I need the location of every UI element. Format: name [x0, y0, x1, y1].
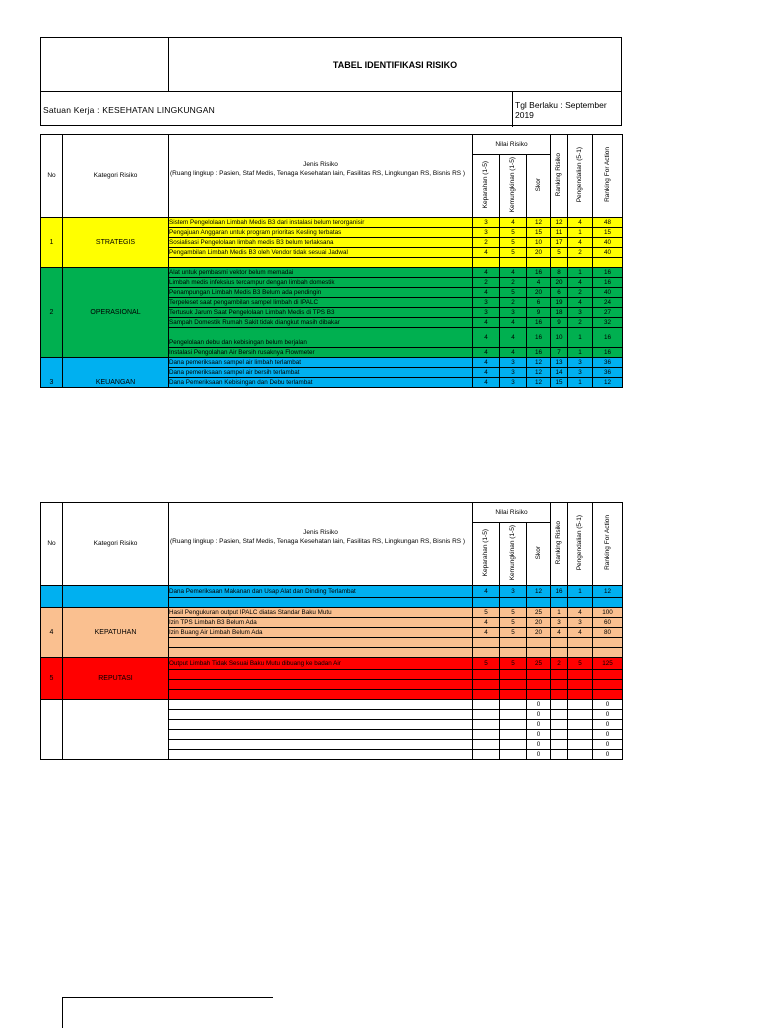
cell-action: 32: [593, 318, 623, 328]
cell-kem: 4: [500, 318, 527, 328]
cell-skor: 15: [527, 228, 551, 238]
cell-skor: 20: [527, 288, 551, 298]
cell-action: [593, 690, 623, 700]
cell-jenis: [169, 648, 473, 658]
cell-peng: [568, 720, 593, 730]
cell-kem: [500, 638, 527, 648]
cell-skor: 9: [527, 308, 551, 318]
cell-skor: 20: [527, 248, 551, 258]
cell-peng: 4: [568, 278, 593, 288]
cell-action: 40: [593, 248, 623, 258]
header-jenis: [169, 135, 473, 218]
table-row: [41, 658, 623, 670]
cell-kategori: [63, 586, 169, 608]
cell-rank: [551, 258, 568, 268]
cell-peng: 3: [568, 618, 593, 628]
cell-action: [593, 598, 623, 608]
cell-peng: 4: [568, 298, 593, 308]
cell-skor: 0: [527, 720, 551, 730]
table-row: [41, 358, 623, 368]
table-row: [41, 700, 623, 710]
cell-action: 60: [593, 618, 623, 628]
risk-table-2: [40, 502, 623, 760]
cell-skor: 12: [527, 218, 551, 228]
cell-action: 15: [593, 228, 623, 238]
cell-rank: 3: [551, 618, 568, 628]
cell-rank: [551, 730, 568, 740]
cell-jenis: [169, 638, 473, 648]
cell-jenis: [169, 670, 473, 680]
header-kemungkinan: Kemungkinan (1-5): [500, 523, 527, 586]
header-no: No: [41, 135, 63, 218]
cell-kep: 3: [473, 298, 500, 308]
cell-jenis: [169, 598, 473, 608]
cell-skor: [527, 648, 551, 658]
cell-jenis: Pengajuan Anggaran untuk program prioritas Kesling terbatas: [169, 228, 473, 238]
cell-jenis: Izin Buang Air Limbah Belum Ada: [169, 628, 473, 638]
cell-kem: 5: [500, 288, 527, 298]
cell-skor: 0: [527, 740, 551, 750]
cell-kep: [473, 730, 500, 740]
cell-rank: 19: [551, 298, 568, 308]
cell-skor: 0: [527, 710, 551, 720]
cell-action: 0: [593, 720, 623, 730]
cell-rank: 5: [551, 248, 568, 258]
cell-rank: [551, 670, 568, 680]
cell-kep: [473, 670, 500, 680]
cell-rank: [551, 680, 568, 690]
cell-skor: [527, 670, 551, 680]
cell-action: 0: [593, 730, 623, 740]
cell-rank: 8: [551, 268, 568, 278]
cell-kem: 5: [500, 628, 527, 638]
header-keparahan: Keparahan (1-5): [473, 523, 500, 586]
cell-kem: [500, 690, 527, 700]
cell-peng: 4: [568, 238, 593, 248]
cell-action: 16: [593, 278, 623, 288]
cell-jenis: [169, 700, 473, 710]
satuan-kerja: Satuan Kerja : KESEHATAN LINGKUNGAN: [43, 104, 216, 115]
cell-rank: 16: [551, 586, 568, 598]
cell-rank: 17: [551, 238, 568, 248]
cell-jenis: [169, 710, 473, 720]
cell-peng: 3: [568, 358, 593, 368]
cell-kep: 5: [473, 658, 500, 670]
risk-table-1: [40, 134, 623, 388]
cell-rank: [551, 598, 568, 608]
header-jenis: [169, 503, 473, 586]
cell-kem: [500, 648, 527, 658]
header-jenis-sub: (Ruang lingkup : Pasien, Staf Medis, Tenaga Kesehatan lain, Fasilitas RS, Lingkungan RS, Bisnis RS ): [170, 538, 466, 545]
cell-peng: [568, 258, 593, 268]
cell-peng: [568, 710, 593, 720]
cell-kem: 5: [500, 248, 527, 258]
header-skor: Skor: [527, 523, 551, 586]
cell-kep: [473, 710, 500, 720]
cell-jenis: Output Limbah Tidak Sesuai Baku Mutu dibuang ke badan Air: [169, 658, 473, 670]
cell-action: 0: [593, 750, 623, 760]
cell-rank: [551, 750, 568, 760]
cell-peng: 1: [568, 268, 593, 278]
cell-peng: 1: [568, 348, 593, 358]
cell-kep: 4: [473, 288, 500, 298]
cell-peng: 3: [568, 308, 593, 318]
cell-action: 24: [593, 298, 623, 308]
cell-rank: 15: [551, 378, 568, 388]
cell-skor: [527, 258, 551, 268]
cell-kep: 2: [473, 278, 500, 288]
cell-jenis: [169, 730, 473, 740]
cell-rank: 18: [551, 308, 568, 318]
cell-skor: 10: [527, 238, 551, 248]
cell-kem: [500, 740, 527, 750]
cell-kem: 2: [500, 298, 527, 308]
cell-kep: 4: [473, 318, 500, 328]
cell-kep: 4: [473, 248, 500, 258]
cell-kem: 5: [500, 238, 527, 248]
cell-peng: [568, 730, 593, 740]
cell-jenis: Dana Pemeriksaan Makanan dan Usap Alat dan Dinding Terlambat: [169, 586, 473, 598]
cell-action: [593, 258, 623, 268]
cell-action: [593, 680, 623, 690]
cell-kep: [473, 720, 500, 730]
cell-jenis: Terpeleset saat pengambilan sampel limbah di IPALC: [169, 298, 473, 308]
cell-kep: 4: [473, 586, 500, 598]
cell-rank: 9: [551, 318, 568, 328]
cell-kategori: OPERASIONAL: [63, 268, 169, 358]
cell-skor: 0: [527, 730, 551, 740]
cell-skor: 25: [527, 608, 551, 618]
cell-kem: 3: [500, 358, 527, 368]
cell-rank: 1: [551, 608, 568, 618]
cell-no: [41, 586, 63, 608]
cell-kem: 4: [500, 328, 527, 348]
cell-skor: [527, 690, 551, 700]
cell-peng: [568, 638, 593, 648]
cell-jenis: [169, 740, 473, 750]
cell-rank: [551, 710, 568, 720]
cell-jenis: Tertusuk Jarum Saat Pengelolaan Limbah Medis di TPS B3: [169, 308, 473, 318]
cell-rank: [551, 740, 568, 750]
cell-kep: 4: [473, 378, 500, 388]
header-nilai: Nilai Risiko: [473, 503, 551, 523]
cell-kep: 3: [473, 228, 500, 238]
cell-kem: [500, 750, 527, 760]
cell-kem: 3: [500, 308, 527, 318]
table-row: [41, 268, 623, 278]
header-kemungkinan: Kemungkinan (1-5): [500, 155, 527, 218]
cell-skor: 16: [527, 328, 551, 348]
header-jenis-title: Jenis Risiko: [303, 161, 338, 168]
table-row: [41, 608, 623, 618]
document-title: TABEL IDENTIFIKASI RISIKO: [169, 38, 621, 92]
cell-peng: [568, 740, 593, 750]
cell-action: 125: [593, 658, 623, 670]
cell-peng: 2: [568, 318, 593, 328]
cell-kem: [500, 720, 527, 730]
header-jenis-title: Jenis Risiko: [303, 529, 338, 536]
cell-kep: [473, 750, 500, 760]
cell-action: 0: [593, 700, 623, 710]
cell-skor: 6: [527, 298, 551, 308]
cell-kategori: REPUTASI: [63, 658, 169, 700]
cell-kem: 5: [500, 228, 527, 238]
cell-rank: 11: [551, 228, 568, 238]
cell-kem: [500, 730, 527, 740]
cell-action: 12: [593, 378, 623, 388]
cell-skor: 4: [527, 278, 551, 288]
cell-kep: 4: [473, 628, 500, 638]
cell-skor: 12: [527, 358, 551, 368]
cell-kep: 4: [473, 328, 500, 348]
cell-peng: [568, 700, 593, 710]
cell-kem: 5: [500, 618, 527, 628]
cell-jenis: Sampah Domestik Rumah Sakit tidak diangkut masih dibakar: [169, 318, 473, 328]
cell-skor: 16: [527, 268, 551, 278]
cell-rank: 20: [551, 278, 568, 288]
header-pengendalian: Pengendalian (5-1): [568, 503, 593, 586]
cell-rank: [551, 638, 568, 648]
cell-rank: [551, 648, 568, 658]
cell-action: 16: [593, 328, 623, 348]
cell-kep: 3: [473, 218, 500, 228]
cell-rank: 12: [551, 218, 568, 228]
cell-kem: 3: [500, 586, 527, 598]
cell-kem: [500, 680, 527, 690]
cell-kep: 3: [473, 308, 500, 318]
cell-rank: 4: [551, 628, 568, 638]
cell-jenis: Pengambilan Limbah Medis B3 oleh Vendor tidak sesuai Jadwal: [169, 248, 473, 258]
cell-kategori: STRATEGIS: [63, 218, 169, 268]
cell-kem: [500, 710, 527, 720]
cell-kep: [473, 258, 500, 268]
document-header: [40, 37, 622, 126]
cell-kategori: KEUANGAN: [63, 358, 169, 388]
cell-jenis: [169, 258, 473, 268]
cell-jenis: Instalasi Pengolahan Air Bersih rusaknya Flowmeter: [169, 348, 473, 358]
cell-kep: 4: [473, 368, 500, 378]
cell-peng: [568, 648, 593, 658]
cell-peng: 2: [568, 248, 593, 258]
cell-rank: [551, 720, 568, 730]
table-row: [41, 586, 623, 598]
cell-action: [593, 648, 623, 658]
cell-kep: [473, 690, 500, 700]
cell-jenis: Dana pemeriksaan sampel air limbah terlambat: [169, 358, 473, 368]
header-ranking-action: Ranking For Action: [593, 503, 623, 586]
header-keparahan: Keparahan (1-5): [473, 155, 500, 218]
cell-peng: [568, 750, 593, 760]
cell-skor: 0: [527, 700, 551, 710]
cell-action: [593, 670, 623, 680]
cell-action: 40: [593, 288, 623, 298]
table-row: [41, 218, 623, 228]
cell-skor: [527, 598, 551, 608]
cell-jenis: [169, 680, 473, 690]
cell-peng: [568, 680, 593, 690]
logo-area: [41, 38, 169, 92]
header-ranking: Ranking Risiko: [551, 135, 568, 218]
cell-action: 36: [593, 358, 623, 368]
header-ranking-action: Ranking For Action: [593, 135, 623, 218]
header-jenis-sub: (Ruang lingkup : Pasien, Staf Medis, Tenaga Kesehatan lain, Fasilitas RS, Lingkungan RS, Bisnis RS ): [170, 170, 466, 177]
cell-skor: [527, 638, 551, 648]
cell-kem: [500, 258, 527, 268]
cell-kem: 4: [500, 348, 527, 358]
cell-peng: 1: [568, 228, 593, 238]
cell-peng: 1: [568, 378, 593, 388]
cell-kep: 4: [473, 348, 500, 358]
cell-kem: [500, 598, 527, 608]
cell-peng: 4: [568, 628, 593, 638]
header-kategori: Kategori Risiko: [63, 135, 169, 218]
cell-jenis: Dana Pemeriksaan Kebisingan dan Debu terlambat: [169, 378, 473, 388]
header-ranking: Ranking Risiko: [551, 503, 568, 586]
cell-no: 4: [41, 608, 63, 658]
cell-kem: [500, 670, 527, 680]
cell-jenis: Alat untuk pembasmi vektor belum memadai: [169, 268, 473, 278]
cell-jenis: Pengelolaan debu dan kebisingan belum berjalan: [169, 328, 473, 348]
header-no: No: [41, 503, 63, 586]
header-nilai: Nilai Risiko: [473, 135, 551, 155]
cell-rank: 2: [551, 658, 568, 670]
cell-rank: [551, 690, 568, 700]
cell-peng: [568, 670, 593, 680]
tgl-berlaku: Tgl Berlaku : September 2019: [512, 92, 621, 127]
cell-kep: 5: [473, 608, 500, 618]
cell-rank: 10: [551, 328, 568, 348]
cell-rank: 14: [551, 368, 568, 378]
cell-action: [593, 638, 623, 648]
cell-kep: 4: [473, 618, 500, 628]
cell-peng: 4: [568, 608, 593, 618]
cell-jenis: Izin TPS Limbah B3 Belum Ada: [169, 618, 473, 628]
cell-peng: [568, 690, 593, 700]
cell-kep: [473, 680, 500, 690]
cell-action: 80: [593, 628, 623, 638]
cell-skor: 0: [527, 750, 551, 760]
cell-kep: 2: [473, 238, 500, 248]
cell-action: 16: [593, 268, 623, 278]
cell-skor: 16: [527, 318, 551, 328]
cell-action: 100: [593, 608, 623, 618]
cell-kategori: KEPATUHAN: [63, 608, 169, 658]
cell-skor: 20: [527, 628, 551, 638]
cell-action: 0: [593, 710, 623, 720]
cell-kem: 5: [500, 658, 527, 670]
cell-rank: 7: [551, 348, 568, 358]
cell-kep: [473, 740, 500, 750]
cell-rank: 13: [551, 358, 568, 368]
header-kategori: Kategori Risiko: [63, 503, 169, 586]
cell-kem: [500, 700, 527, 710]
cell-action: 36: [593, 368, 623, 378]
cell-rank: 6: [551, 288, 568, 298]
cell-rank: [551, 700, 568, 710]
cell-action: 0: [593, 740, 623, 750]
cell-jenis: Sosialisasi Pengelolaan limbah medis B3 belum terlaksana: [169, 238, 473, 248]
cell-peng: 2: [568, 288, 593, 298]
cell-peng: 1: [568, 586, 593, 598]
cell-kategori: [63, 700, 169, 760]
cell-jenis: Sistem Pengelolaan Limbah Medis B3 dari instalasi belum terorganisir: [169, 218, 473, 228]
cell-jenis: Hasil Pengukuran output IPALC diatas Standar Baku Mutu: [169, 608, 473, 618]
cell-kem: 2: [500, 278, 527, 288]
cell-jenis: [169, 720, 473, 730]
cell-skor: 25: [527, 658, 551, 670]
header-pengendalian: Pengendalian (5-1): [568, 135, 593, 218]
cell-skor: 20: [527, 618, 551, 628]
cell-action: 48: [593, 218, 623, 228]
cell-peng: 4: [568, 218, 593, 228]
cell-kem: 3: [500, 368, 527, 378]
cell-skor: 12: [527, 586, 551, 598]
cell-jenis: Limbah medis infeksius tercampur dengan limbah domestik: [169, 278, 473, 288]
cell-peng: [568, 598, 593, 608]
cell-skor: 16: [527, 348, 551, 358]
cell-peng: 1: [568, 328, 593, 348]
cell-no: 3: [41, 358, 63, 388]
cell-peng: 3: [568, 368, 593, 378]
cell-action: 40: [593, 238, 623, 248]
cell-kem: 4: [500, 268, 527, 278]
cell-kem: 5: [500, 608, 527, 618]
cell-kep: 4: [473, 268, 500, 278]
footer-box: [62, 997, 273, 1028]
cell-jenis: [169, 690, 473, 700]
cell-no: 5: [41, 658, 63, 700]
cell-action: 27: [593, 308, 623, 318]
cell-kem: 3: [500, 378, 527, 388]
header-skor: Skor: [527, 155, 551, 218]
cell-jenis: Penampungan Limbah Medis B3 Belum ada pendingin: [169, 288, 473, 298]
cell-jenis: Dana pemeriksaan sampel air bersih terlambat: [169, 368, 473, 378]
cell-no: [41, 700, 63, 760]
cell-skor: [527, 680, 551, 690]
cell-action: 12: [593, 586, 623, 598]
cell-kep: [473, 638, 500, 648]
cell-kep: 4: [473, 358, 500, 368]
cell-peng: 5: [568, 658, 593, 670]
cell-kep: [473, 700, 500, 710]
cell-skor: 12: [527, 368, 551, 378]
cell-kep: [473, 648, 500, 658]
cell-no: 2: [41, 268, 63, 358]
cell-kep: [473, 598, 500, 608]
cell-kem: 4: [500, 218, 527, 228]
cell-no: 1: [41, 218, 63, 268]
cell-action: 16: [593, 348, 623, 358]
cell-jenis: [169, 750, 473, 760]
cell-skor: 12: [527, 378, 551, 388]
